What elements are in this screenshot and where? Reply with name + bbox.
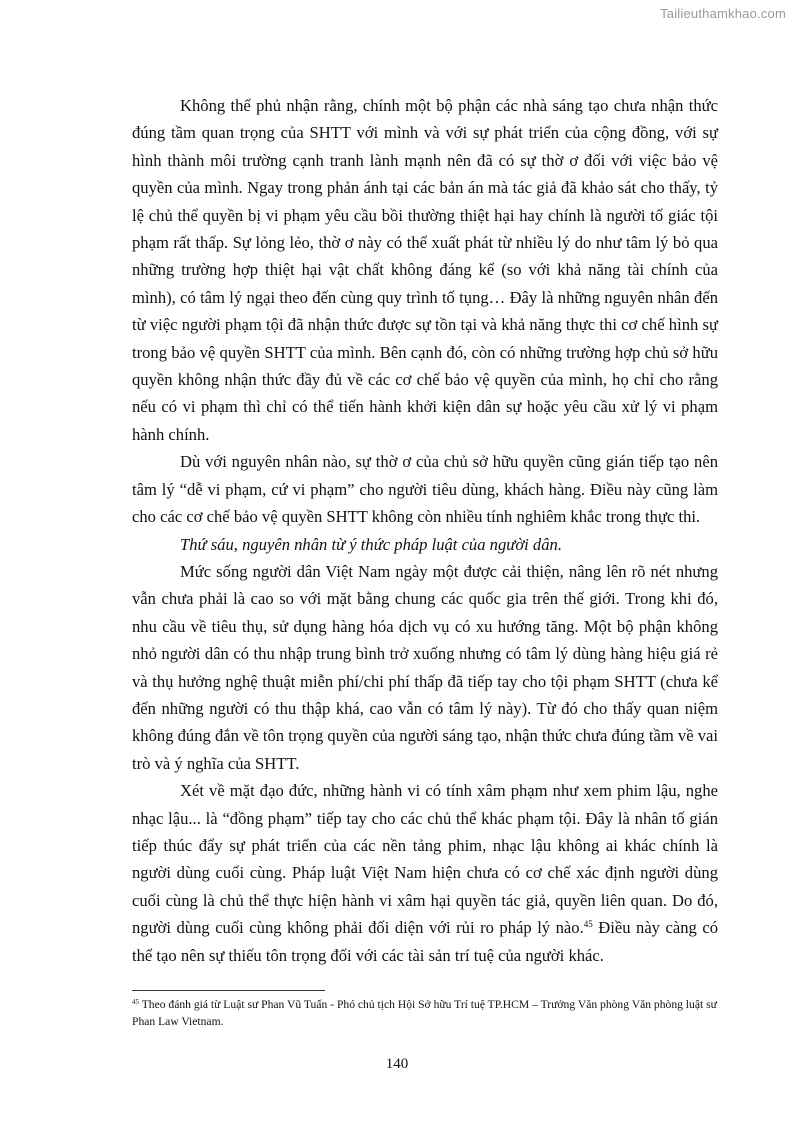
paragraph-3: Mức sống người dân Việt Nam ngày một được cải thiện, nâng lên rõ nét nhưng vẫn chưa phải là cao so với mặt bằng chung các quốc gia trên thế giới. Trong khi đó, nhu cầu về tiêu thụ, sử dụng hàng hóa dịch vụ có xu hướng tăng. Một bộ phận không nhỏ người dân có thu nhập trung bình trở xuống nhưng có tâm lý dùng hàng hiệu giá rẻ và thụ hưởng nghệ thuật miễn phí/chi phí thấp đã tiếp tay cho tội phạm SHTT (chưa kể đến những người có thu thập khá, cao vẫn có tâm lý này). Từ đó cho thấy quan niệm không đúng đắn về tôn trọng quyền của người sáng tạo, nhận thức chưa đúng tầm về vai trò và ý nghĩa của SHTT.	[132, 561, 718, 773]
footnote-reference[interactable]: 45	[583, 919, 593, 930]
paragraph-4-text-after: Điều này càng có thể tạo nên sự thiếu tôn trọng đối với các tài sản trí tuệ của người khác.	[132, 918, 718, 965]
paragraph-4	[132, 777, 718, 969]
section-heading: Thứ sáu, nguyên nhân từ ý thức pháp luật của người dân.	[180, 534, 562, 554]
watermark: Tailieuthamkhao.com	[660, 6, 786, 21]
page-number: 140	[385, 1056, 409, 1072]
footnote	[132, 996, 718, 1030]
paragraph-2: Dù với nguyên nhân nào, sự thờ ơ của chủ sở hữu quyền cũng gián tiếp tạo nên tâm lý “dễ vi phạm, cứ vi phạm” cho người tiêu dùng, khách hàng. Điều này cũng làm cho các cơ chế bảo vệ quyền SHTT không còn nhiều tính nghiêm khắc trong thực thi.	[132, 452, 718, 527]
body-text	[132, 92, 718, 969]
footnote-number: 45	[132, 998, 139, 1006]
footnote-text: Theo đánh giá từ Luật sư Phan Vũ Tuấn - Phó chủ tịch Hội Sở hữu Trí tuệ TP.HCM – Trưởng Văn phòng Văn phòng luật sư Phan Law Vietnam.	[132, 998, 717, 1028]
paragraph-1: Không thể phủ nhận rằng, chính một bộ phận các nhà sáng tạo chưa nhận thức đúng tầm quan trọng của SHTT với mình và với sự phát triển của cộng đồng, với sự hình thành môi trường cạnh tranh lành mạnh nên đã có sự thờ ơ đối với việc bảo vệ quyền của mình. Ngay trong phản ánh tại các bản án mà tác giả đã khảo sát cho thấy, tỷ lệ chủ thể quyền bị vi phạm yêu cầu bồi thường thiệt hại hay chính là người tố giác tội phạm rất thấp. Sự lỏng lẻo, thờ ơ này có thể xuất phát từ nhiều lý do như tâm lý bỏ qua những trường hợp thiệt hại vật chất không đáng kể (so với khả năng tài chính của mình), có tâm lý ngại theo đến cùng quy trình tố tụng… Đây là những nguyên nhân đến từ việc người phạm tội đã nhận thức được sự tồn tại và khả năng thực thi cơ chế hình sự trong bảo vệ quyền SHTT của mình. Bên cạnh đó, còn có những trường hợp chủ sở hữu quyền không nhận thức đầy đủ về các cơ chế bảo vệ quyền của mình, họ chỉ cho rằng nếu có vi phạm thì chỉ có thể tiến hành khởi kiện dân sự hoặc yêu cầu xử lý vi phạm hành chính.	[132, 96, 718, 444]
footnote-divider	[132, 990, 325, 991]
paragraph-4-text-before: Xét về mặt đạo đức, những hành vi có tính xâm phạm như xem phim lậu, nghe nhạc lậu... là “đồng phạm” tiếp tay cho các chủ thể khác phạm tội. Đây là nhân tố gián tiếp thúc đẩy sự phát triển của các nền tảng phim, nhạc lậu không ai khác chính là người dùng cuối cùng. Pháp luật Việt Nam hiện chưa có cơ chế xác định người dùng cuối cùng là chủ thể thực hiện hành vi xâm hại quyền tác giả, quyền liên quan. Do đó, người dùng cuối cùng không phải đối diện với rủi ro pháp lý nào.	[132, 781, 718, 938]
